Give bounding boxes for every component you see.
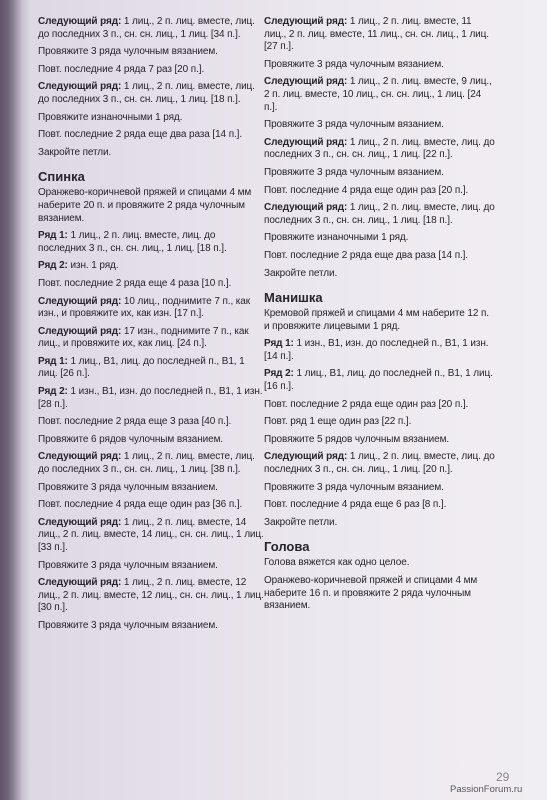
instruction-text: Провяжите 3 ряда чулочным вязанием.: [38, 481, 218, 493]
instruction-paragraph: [38, 620, 266, 633]
instruction-paragraph: [264, 268, 496, 281]
instruction-text: Оранжево-коричневой пряжей и спицами 4 мм наберите 16 п. и провяжите 2 ряда чулочным вязанием.: [264, 575, 478, 612]
instruction-text: изн. 1 ряд.: [67, 260, 119, 272]
instruction-paragraph: [38, 386, 266, 411]
instruction-text: Закройте петли.: [38, 146, 112, 158]
row-label: Следующий ряд:: [38, 16, 122, 27]
instruction-text: Провяжите 6 рядов чулочным вязанием.: [38, 433, 224, 445]
row-label: Ряд 2:: [38, 260, 68, 272]
instruction-paragraph: [264, 185, 496, 198]
book-spine-shadow: [0, 0, 30, 800]
row-label: Ряд 2:: [264, 368, 294, 380]
instruction-text: Провяжите 3 ряда чулочным вязанием.: [38, 619, 218, 631]
instruction-text: 1 лиц., В1, лиц. до последней п., В1, 1 лиц. [16 п.].: [264, 368, 493, 393]
instruction-text: 1 лиц., 2 п. лиц. вместе, 14 лиц., 2 п. лиц. вместе, 14 лиц., сн. сн. лиц., 1 лиц. [33 п.].: [38, 516, 264, 553]
instruction-text: Провяжите изнаночными 1 ряд.: [38, 111, 183, 123]
row-label: Следующий ряд:: [38, 516, 122, 528]
instruction-paragraph: [264, 482, 496, 495]
instruction-paragraph: [38, 147, 266, 160]
instruction-paragraph: [38, 326, 266, 351]
instruction-paragraph: [38, 129, 266, 142]
instruction-paragraph: [38, 517, 266, 555]
watermark: PassionForum.ru: [450, 784, 523, 795]
instruction-text: Повт. последние 4 ряда еще один раз [36 п.].: [38, 499, 243, 511]
row-label: Следующий ряд:: [38, 325, 122, 337]
row-label: Следующий ряд:: [264, 76, 348, 88]
section-heading: Спинка: [38, 169, 85, 185]
row-label: Следующий ряд:: [264, 451, 348, 463]
instruction-paragraph: [38, 81, 266, 106]
instruction-paragraph: [264, 16, 496, 54]
instruction-paragraph: [264, 451, 496, 476]
instruction-paragraph: [38, 187, 266, 225]
instruction-text: Повт. последние 2 ряда еще два раза [14 п.].: [38, 129, 243, 141]
row-label: Следующий ряд:: [38, 295, 122, 307]
instruction-paragraph: [264, 308, 496, 333]
instruction-paragraph: [38, 296, 266, 321]
instruction-text: Повт. последние 2 ряда еще один раз [20 п.].: [264, 398, 469, 410]
page-number: 29: [496, 770, 510, 784]
instruction-paragraph: [38, 434, 266, 447]
instruction-text: Провяжите 3 ряда чулочным вязанием.: [38, 559, 218, 571]
instruction-paragraph: [38, 451, 266, 476]
row-label: Ряд 2:: [38, 386, 68, 398]
instruction-paragraph: [38, 499, 266, 512]
instruction-paragraph: [38, 112, 266, 125]
instruction-paragraph: [264, 399, 496, 412]
instruction-text: Провяжите 3 ряда чулочным вязанием.: [264, 119, 444, 131]
instruction-paragraph: [264, 76, 496, 114]
instruction-text: Провяжите 3 ряда чулочным вязанием.: [38, 46, 218, 58]
instruction-text: Повт. последние 2 ряда еще два раза [14 п.].: [264, 249, 469, 261]
instruction-paragraph: [38, 416, 266, 429]
row-label: Ряд 1:: [264, 338, 294, 350]
instruction-paragraph: [264, 416, 496, 429]
instruction-text: Провяжите изнаночными 1 ряд.: [264, 232, 409, 244]
instruction-text: Провяжите 3 ряда чулочным вязанием.: [264, 58, 444, 70]
instruction-paragraph: [264, 59, 496, 72]
instruction-text: Провяжите 3 ряда чулочным вязанием.: [264, 166, 444, 178]
instruction-text: 1 лиц., 2 п. лиц. вместе, лиц. до последних 3 п., сн. сн. лиц., 1 лиц. [18 п.].: [38, 81, 255, 105]
instruction-text: Повт. последние 4 ряда 7 раз [20 п.].: [38, 63, 205, 75]
row-label: Следующий ряд:: [38, 451, 122, 463]
instruction-text: 1 изн., В1, изн. до последней п., В1, 1 изн. [14 п.].: [264, 338, 489, 362]
instruction-text: 10 лиц., поднимите 7 п., как изн., и провяжите их, как изн. [17 п.].: [38, 295, 251, 320]
instruction-text: 1 лиц., В1, лиц. до последней п., В1, 1 лиц. [26 п.].: [38, 355, 245, 380]
section-heading: Голова: [264, 539, 310, 555]
row-label: Следующий ряд:: [264, 136, 348, 148]
instruction-text: Закройте петли.: [264, 516, 338, 528]
instruction-paragraph: [264, 517, 496, 530]
instruction-paragraph: [264, 434, 496, 447]
instruction-text: Повт. последние 4 ряда еще 6 раз [8 п.].: [264, 499, 447, 511]
instruction-text: 1 лиц., 2 п. лиц. вместе, лиц. до последних 3 п., сн. сн. лиц., 1 лиц. [18 п.].: [38, 230, 227, 254]
instruction-text: Закройте петли.: [264, 267, 338, 279]
instruction-text: Голова вяжется как одно целое.: [264, 557, 410, 569]
row-label: Следующий ряд:: [264, 202, 348, 214]
instruction-paragraph: [38, 482, 266, 495]
instruction-text: Кремовой пряжей и спицами 4 мм наберите 12 п. и провяжите лицевыми 1 ряд.: [264, 308, 489, 332]
instruction-text: Провяжите 5 рядов чулочным вязанием.: [264, 433, 450, 445]
instruction-paragraph: [38, 260, 266, 273]
instruction-paragraph: [264, 368, 496, 393]
instruction-text: 1 лиц., 2 п. лиц. вместе, лиц. до последних 3 п., сн. сн. лиц., 1 лиц. [34 п.].: [38, 16, 255, 40]
section-heading: Манишка: [264, 290, 323, 306]
instruction-paragraph: [38, 356, 266, 381]
instruction-text: Повт. ряд 1 еще один раз [22 п.].: [264, 416, 412, 428]
instruction-text: Повт. последние 2 ряда еще 3 раза [40 п.].: [38, 416, 232, 428]
instruction-text: Повт. последние 4 ряда еще один раз [20 п.].: [264, 184, 469, 196]
instruction-paragraph: [38, 577, 266, 615]
instruction-paragraph: [38, 560, 266, 573]
row-label: Следующий ряд:: [38, 577, 122, 589]
instruction-paragraph: [38, 278, 266, 291]
row-label: Следующий ряд:: [264, 16, 348, 27]
instruction-paragraph: [264, 575, 496, 613]
instruction-text: Провяжите 3 ряда чулочным вязанием.: [264, 481, 444, 493]
instruction-paragraph: [264, 557, 496, 570]
instruction-text: 1 лиц., 2 п. лиц. вместе, лиц. до последних 3 п., сн. сн. лиц., 1 лиц. [18 п.].: [264, 202, 495, 226]
instruction-text: Повт. последние 2 ряда еще 4 раза [10 п.].: [38, 277, 232, 289]
instruction-paragraph: [264, 338, 496, 363]
instruction-paragraph: [264, 137, 496, 162]
instruction-paragraph: [264, 167, 496, 180]
instruction-text: 1 лиц., 2 п. лиц. вместе, лиц. до последних 3 п., сн. сн. лиц., 1 лиц. [22 п.].: [264, 136, 495, 161]
instruction-paragraph: [264, 499, 496, 512]
left-text-column: [38, 16, 266, 638]
instruction-paragraph: [38, 230, 266, 255]
instruction-paragraph: [264, 250, 496, 263]
row-label: Ряд 1:: [38, 230, 68, 242]
instruction-text: 1 лиц., 2 п. лиц. вместе, 12 лиц., 2 п. лиц. вместе, 12 лиц., сн. сн. лиц., 1 лиц. [30 п.].: [38, 577, 264, 614]
instruction-text: 1 лиц., 2 п. лиц. вместе, 11 лиц., 2 п. лиц. вместе, 11 лиц., сн. сн. лиц., 1 лиц. [27 п.].: [264, 16, 489, 53]
instruction-paragraph: [264, 232, 496, 245]
instruction-paragraph: [264, 202, 496, 227]
instruction-text: 1 лиц., 2 п. лиц. вместе, 9 лиц., 2 п. лиц. вместе, 10 лиц., сн. сн. лиц., 1 лиц. [24 п.].: [264, 76, 492, 113]
instruction-text: Оранжево-коричневой пряжей и спицами 4 мм наберите 20 п. и провяжите 2 ряда чулочным вязанием.: [38, 187, 252, 224]
row-label: Ряд 1:: [38, 355, 68, 367]
instruction-text: 1 лиц., 2 п. лиц. вместе, лиц. до последних 3 п., сн. сн. лиц., 1 лиц. [20 п.].: [264, 451, 495, 476]
instruction-paragraph: [38, 64, 266, 77]
instruction-text: 1 изн., В1, изн. до последней п., В1, 1 изн. [28 п.].: [38, 386, 263, 410]
instruction-text: 17 изн., поднимите 7 п., как лиц., и провяжите их, как лиц. [24 п.].: [38, 325, 249, 350]
instruction-text: 1 лиц., 2 п. лиц. вместе, лиц. до последних 3 п., сн. сн. лиц., 1 лиц. [38 п.].: [38, 451, 255, 476]
right-text-column: [264, 16, 496, 618]
instruction-paragraph: [38, 16, 266, 41]
instruction-paragraph: [264, 119, 496, 132]
row-label: Следующий ряд:: [38, 81, 122, 93]
instruction-paragraph: [38, 46, 266, 59]
